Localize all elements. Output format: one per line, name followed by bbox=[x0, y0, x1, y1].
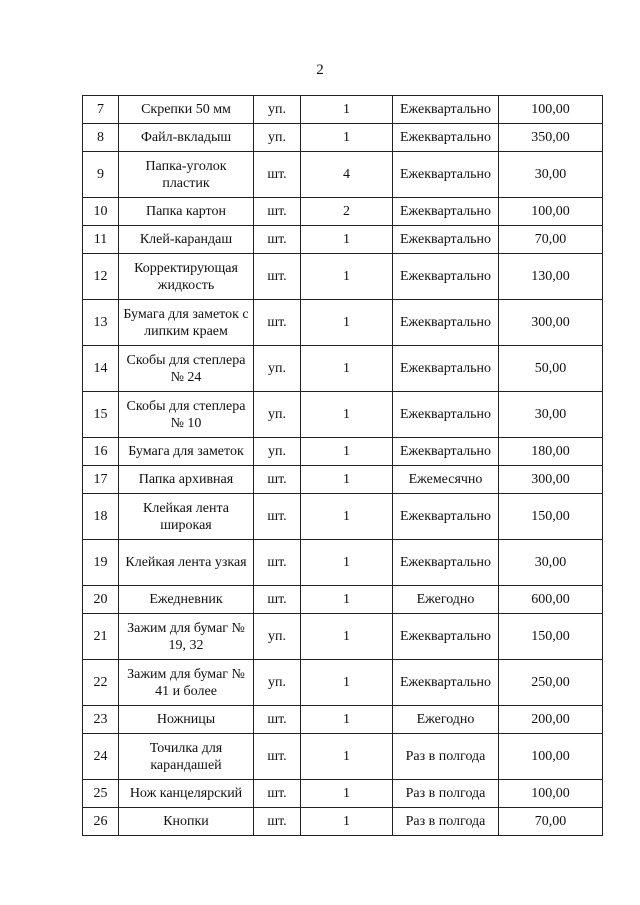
unit-cell: уп. bbox=[254, 392, 301, 438]
frequency-cell: Ежегодно bbox=[393, 706, 499, 734]
item-name-cell: Клейкая лента узкая bbox=[119, 540, 254, 586]
item-name-cell: Бумага для заметок с липким краем bbox=[119, 300, 254, 346]
quantity-cell: 4 bbox=[301, 152, 393, 198]
unit-cell: шт. bbox=[254, 780, 301, 808]
unit-cell: шт. bbox=[254, 808, 301, 836]
table-row bbox=[83, 96, 603, 124]
table-row bbox=[83, 540, 603, 586]
row-number-cell: 26 bbox=[83, 808, 119, 836]
frequency-cell: Ежеквартально bbox=[393, 346, 499, 392]
item-name-cell: Нож канцелярский bbox=[119, 780, 254, 808]
unit-cell: шт. bbox=[254, 466, 301, 494]
item-name-cell: Скобы для степлера № 24 bbox=[119, 346, 254, 392]
quantity-cell: 1 bbox=[301, 226, 393, 254]
table-row bbox=[83, 706, 603, 734]
item-name-cell: Скрепки 50 мм bbox=[119, 96, 254, 124]
quantity-cell: 1 bbox=[301, 300, 393, 346]
quantity-cell: 1 bbox=[301, 540, 393, 586]
table-row bbox=[83, 586, 603, 614]
price-cell: 180,00 bbox=[499, 438, 603, 466]
frequency-cell: Ежеквартально bbox=[393, 96, 499, 124]
table-body bbox=[83, 96, 603, 836]
price-cell: 250,00 bbox=[499, 660, 603, 706]
frequency-cell: Ежеквартально bbox=[393, 494, 499, 540]
unit-cell: шт. bbox=[254, 254, 301, 300]
frequency-cell: Ежеквартально bbox=[393, 254, 499, 300]
frequency-cell: Ежеквартально bbox=[393, 198, 499, 226]
table-row bbox=[83, 438, 603, 466]
row-number-cell: 8 bbox=[83, 124, 119, 152]
item-name-cell: Файл-вкладыш bbox=[119, 124, 254, 152]
frequency-cell: Ежеквартально bbox=[393, 540, 499, 586]
quantity-cell: 1 bbox=[301, 438, 393, 466]
row-number-cell: 7 bbox=[83, 96, 119, 124]
row-number-cell: 13 bbox=[83, 300, 119, 346]
row-number-cell: 22 bbox=[83, 660, 119, 706]
item-name-cell: Клей-карандаш bbox=[119, 226, 254, 254]
table-row bbox=[83, 808, 603, 836]
table-row bbox=[83, 124, 603, 152]
row-number-cell: 9 bbox=[83, 152, 119, 198]
unit-cell: шт. bbox=[254, 152, 301, 198]
quantity-cell: 1 bbox=[301, 808, 393, 836]
row-number-cell: 14 bbox=[83, 346, 119, 392]
quantity-cell: 1 bbox=[301, 706, 393, 734]
price-cell: 600,00 bbox=[499, 586, 603, 614]
item-name-cell: Зажим для бумаг № 19, 32 bbox=[119, 614, 254, 660]
quantity-cell: 1 bbox=[301, 466, 393, 494]
supplies-table bbox=[82, 95, 603, 836]
unit-cell: уп. bbox=[254, 96, 301, 124]
quantity-cell: 1 bbox=[301, 254, 393, 300]
unit-cell: шт. bbox=[254, 494, 301, 540]
quantity-cell: 1 bbox=[301, 346, 393, 392]
unit-cell: шт. bbox=[254, 734, 301, 780]
frequency-cell: Раз в полгода bbox=[393, 780, 499, 808]
quantity-cell: 1 bbox=[301, 586, 393, 614]
price-cell: 30,00 bbox=[499, 540, 603, 586]
item-name-cell: Ножницы bbox=[119, 706, 254, 734]
item-name-cell: Скобы для степлера № 10 bbox=[119, 392, 254, 438]
quantity-cell: 1 bbox=[301, 614, 393, 660]
frequency-cell: Ежеквартально bbox=[393, 124, 499, 152]
price-cell: 50,00 bbox=[499, 346, 603, 392]
frequency-cell: Раз в полгода bbox=[393, 808, 499, 836]
row-number-cell: 11 bbox=[83, 226, 119, 254]
item-name-cell: Клейкая лента широкая bbox=[119, 494, 254, 540]
page-number: 2 bbox=[316, 62, 324, 78]
table-row bbox=[83, 466, 603, 494]
row-number-cell: 20 bbox=[83, 586, 119, 614]
row-number-cell: 17 bbox=[83, 466, 119, 494]
unit-cell: уп. bbox=[254, 614, 301, 660]
price-cell: 100,00 bbox=[499, 780, 603, 808]
quantity-cell: 1 bbox=[301, 780, 393, 808]
item-name-cell: Папка картон bbox=[119, 198, 254, 226]
frequency-cell: Ежемесячно bbox=[393, 466, 499, 494]
item-name-cell: Папка-уголок пластик bbox=[119, 152, 254, 198]
table-row bbox=[83, 392, 603, 438]
frequency-cell: Ежеквартально bbox=[393, 392, 499, 438]
quantity-cell: 1 bbox=[301, 734, 393, 780]
price-cell: 150,00 bbox=[499, 494, 603, 540]
price-cell: 100,00 bbox=[499, 96, 603, 124]
price-cell: 100,00 bbox=[499, 734, 603, 780]
row-number-cell: 23 bbox=[83, 706, 119, 734]
table-row bbox=[83, 734, 603, 780]
item-name-cell: Ежедневник bbox=[119, 586, 254, 614]
price-cell: 100,00 bbox=[499, 198, 603, 226]
frequency-cell: Ежеквартально bbox=[393, 660, 499, 706]
quantity-cell: 2 bbox=[301, 198, 393, 226]
quantity-cell: 1 bbox=[301, 96, 393, 124]
item-name-cell: Зажим для бумаг № 41 и более bbox=[119, 660, 254, 706]
quantity-cell: 1 bbox=[301, 494, 393, 540]
item-name-cell: Корректирующая жидкость bbox=[119, 254, 254, 300]
row-number-cell: 18 bbox=[83, 494, 119, 540]
row-number-cell: 19 bbox=[83, 540, 119, 586]
item-name-cell: Бумага для заметок bbox=[119, 438, 254, 466]
unit-cell: шт. bbox=[254, 540, 301, 586]
quantity-cell: 1 bbox=[301, 660, 393, 706]
row-number-cell: 25 bbox=[83, 780, 119, 808]
frequency-cell: Раз в полгода bbox=[393, 734, 499, 780]
price-cell: 200,00 bbox=[499, 706, 603, 734]
price-cell: 300,00 bbox=[499, 466, 603, 494]
frequency-cell: Ежеквартально bbox=[393, 614, 499, 660]
quantity-cell: 1 bbox=[301, 124, 393, 152]
unit-cell: уп. bbox=[254, 346, 301, 392]
frequency-cell: Ежеквартально bbox=[393, 152, 499, 198]
price-cell: 30,00 bbox=[499, 392, 603, 438]
table-row bbox=[83, 198, 603, 226]
row-number-cell: 24 bbox=[83, 734, 119, 780]
unit-cell: шт. bbox=[254, 226, 301, 254]
unit-cell: уп. bbox=[254, 660, 301, 706]
row-number-cell: 10 bbox=[83, 198, 119, 226]
frequency-cell: Ежеквартально bbox=[393, 226, 499, 254]
price-cell: 150,00 bbox=[499, 614, 603, 660]
table-row bbox=[83, 494, 603, 540]
unit-cell: шт. bbox=[254, 198, 301, 226]
price-cell: 300,00 bbox=[499, 300, 603, 346]
table-row bbox=[83, 660, 603, 706]
item-name-cell: Точилка для карандашей bbox=[119, 734, 254, 780]
frequency-cell: Ежеквартально bbox=[393, 300, 499, 346]
table-row bbox=[83, 152, 603, 198]
unit-cell: уп. bbox=[254, 124, 301, 152]
frequency-cell: Ежегодно bbox=[393, 586, 499, 614]
row-number-cell: 15 bbox=[83, 392, 119, 438]
unit-cell: уп. bbox=[254, 438, 301, 466]
table-row bbox=[83, 226, 603, 254]
unit-cell: шт. bbox=[254, 586, 301, 614]
frequency-cell: Ежеквартально bbox=[393, 438, 499, 466]
table-row bbox=[83, 254, 603, 300]
price-cell: 130,00 bbox=[499, 254, 603, 300]
item-name-cell: Папка архивная bbox=[119, 466, 254, 494]
row-number-cell: 21 bbox=[83, 614, 119, 660]
row-number-cell: 12 bbox=[83, 254, 119, 300]
item-name-cell: Кнопки bbox=[119, 808, 254, 836]
quantity-cell: 1 bbox=[301, 392, 393, 438]
table-row bbox=[83, 780, 603, 808]
unit-cell: шт. bbox=[254, 706, 301, 734]
table-row bbox=[83, 300, 603, 346]
unit-cell: шт. bbox=[254, 300, 301, 346]
price-cell: 70,00 bbox=[499, 808, 603, 836]
row-number-cell: 16 bbox=[83, 438, 119, 466]
price-cell: 350,00 bbox=[499, 124, 603, 152]
table-row bbox=[83, 346, 603, 392]
table-row bbox=[83, 614, 603, 660]
price-cell: 30,00 bbox=[499, 152, 603, 198]
price-cell: 70,00 bbox=[499, 226, 603, 254]
